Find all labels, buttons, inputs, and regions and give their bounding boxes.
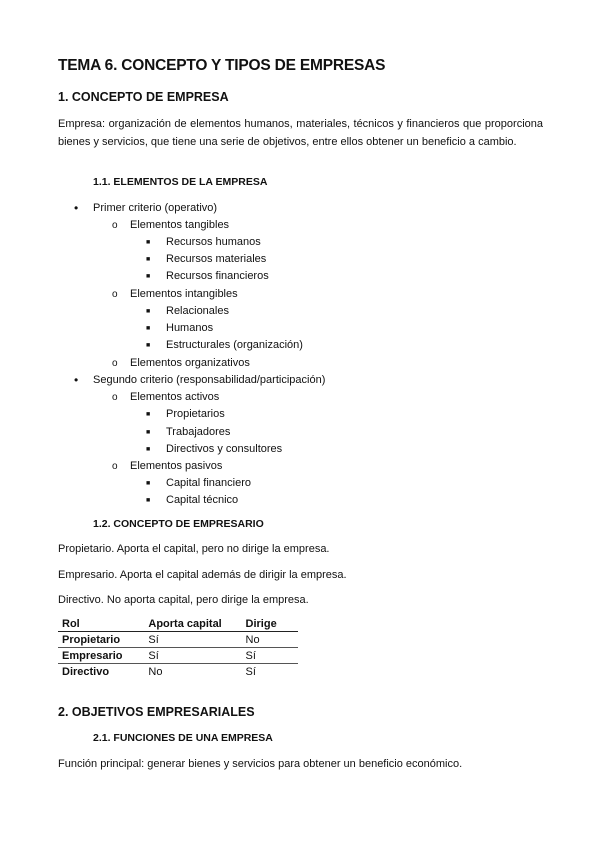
table-cell: Sí <box>144 632 241 648</box>
square-marker: ■ <box>146 446 151 453</box>
definition-propietario: Propietario. Aporta el capital, pero no dirige la empresa. <box>58 543 330 555</box>
square-marker: ■ <box>146 325 151 332</box>
list-item: Trabajadores <box>166 426 231 438</box>
circle-marker: o <box>112 358 118 369</box>
table-cell: Empresario <box>58 648 144 664</box>
list-item: Estructurales (organización) <box>166 339 303 351</box>
bullet-marker: • <box>74 373 79 387</box>
table-row <box>58 664 298 680</box>
square-marker: ■ <box>146 342 151 349</box>
table-cell: Sí <box>242 648 298 664</box>
definition-empresario: Empresario. Aporta el capital además de dirigir la empresa. <box>58 569 347 581</box>
table-cell: Sí <box>144 648 241 664</box>
list-item: Primer criterio (operativo) <box>93 202 218 214</box>
document-title: TEMA 6. CONCEPTO Y TIPOS DE EMPRESAS <box>58 57 386 74</box>
section2-heading: 2. OBJETIVOS EMPRESARIALES <box>58 705 255 719</box>
section1-heading: 1. CONCEPTO DE EMPRESA <box>58 90 229 104</box>
table-cell: No <box>148 665 163 678</box>
list-item: Segundo criterio (responsabilidad/participación) <box>93 374 326 386</box>
circle-marker: o <box>112 392 118 403</box>
column-header: Aporta capital <box>144 615 241 632</box>
list-item: Elementos tangibles <box>130 219 230 231</box>
table-row <box>58 632 298 648</box>
square-marker: ■ <box>146 239 151 246</box>
column-header: Dirige <box>242 615 298 632</box>
list-item: Elementos intangibles <box>130 288 238 300</box>
square-marker: ■ <box>146 273 151 280</box>
list-item: Elementos activos <box>130 391 220 403</box>
square-marker: ■ <box>146 497 151 504</box>
square-marker: ■ <box>146 429 151 436</box>
subsection-1-1-heading: 1.1. ELEMENTOS DE LA EMPRESA <box>93 176 268 188</box>
column-header: Rol <box>58 615 144 632</box>
list-item: Directivos y consultores <box>166 443 283 455</box>
definition-directivo: Directivo. No aporta capital, pero dirige la empresa. <box>58 594 309 606</box>
roles-table <box>58 615 298 679</box>
list-item: Recursos financieros <box>166 270 269 282</box>
table-cell: Directivo <box>62 665 110 678</box>
list-item: Elementos organizativos <box>130 357 250 369</box>
table-cell: No <box>242 632 298 648</box>
main-function-text: Función principal: generar bienes y servicios para obtener un beneficio económico. <box>58 758 463 770</box>
list-item: Capital técnico <box>166 494 239 506</box>
list-item: Elementos pasivos <box>130 460 223 472</box>
list-item: Humanos <box>166 322 214 334</box>
list-item: Relacionales <box>166 305 229 317</box>
subsection-2-1-heading: 2.1. FUNCIONES DE UNA EMPRESA <box>93 732 273 744</box>
square-marker: ■ <box>146 480 151 487</box>
square-marker: ■ <box>146 308 151 315</box>
circle-marker: o <box>112 461 118 472</box>
list-item: Recursos materiales <box>166 253 267 265</box>
table-row <box>58 648 298 664</box>
list-item: Recursos humanos <box>166 236 261 248</box>
list-item: Capital financiero <box>166 477 251 489</box>
list-item: Propietarios <box>166 408 225 420</box>
circle-marker: o <box>112 220 118 231</box>
section1-paragraph: Empresa: organización de elementos humanos, materiales, técnicos y financieros que proporciona bienes y servicios, que tiene una serie de objetivos, entre ellos obtener un beneficio a cambio. <box>58 118 543 148</box>
square-marker: ■ <box>146 256 151 263</box>
square-marker: ■ <box>146 411 151 418</box>
bullet-marker: • <box>74 201 79 215</box>
subsection-1-2-heading: 1.2. CONCEPTO DE EMPRESARIO <box>93 518 264 530</box>
table-header-row <box>58 615 298 632</box>
table-cell: Sí <box>245 665 256 678</box>
circle-marker: o <box>112 289 118 300</box>
table-cell: Propietario <box>58 632 144 648</box>
